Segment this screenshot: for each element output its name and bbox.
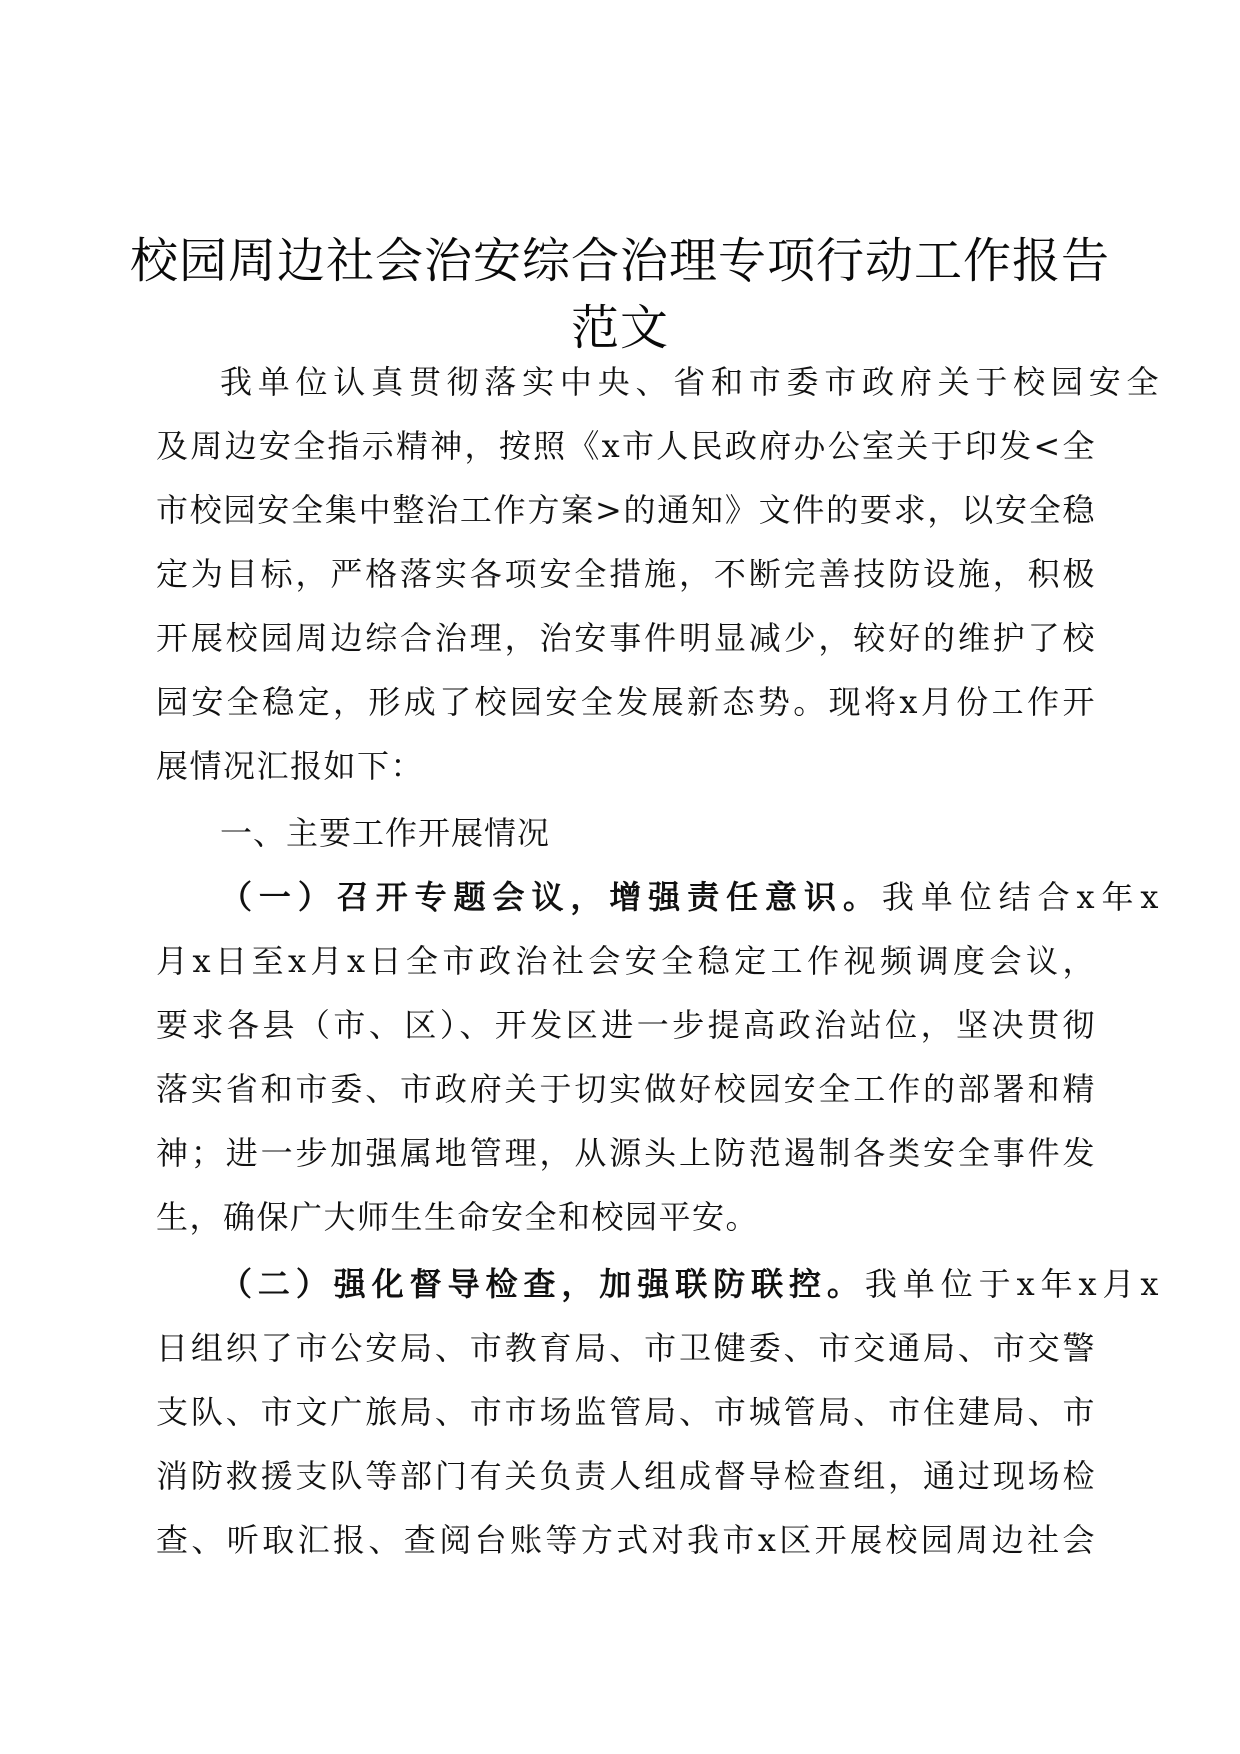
item-1-first-line [220, 876, 1160, 918]
item-1-line: 月x日至x月x日全市政治社会安全稳定工作视频调度会议， [156, 942, 1096, 980]
section-heading: 一、主要工作开展情况 [220, 814, 551, 852]
item-2-first-text: 我单位于x年x月x [864, 1265, 1160, 1303]
item-1-heading: （一）召开专题会议，增强责任意识。 [220, 878, 882, 916]
item-1-first-text: 我单位结合x年x [881, 878, 1160, 916]
item-2-line: 消防救援支队等部门有关负责人组成督导检查组，通过现场检 [156, 1457, 1096, 1495]
document-title-line-2: 范文 [570, 300, 669, 356]
item-2-line: 支队、市文广旅局、市市场监管局、市城管局、市住建局、市 [156, 1393, 1096, 1431]
item-1-line: 要求各县（市、区）、开发区进一步提高政治站位，坚决贯彻 [156, 1006, 1096, 1044]
intro-line: 展情况汇报如下： [156, 747, 425, 785]
item-2-heading: （二）强化督导检查，加强联防联控。 [220, 1265, 865, 1303]
document-title-line-1: 校园周边社会治安综合治理专项行动工作报告 [129, 233, 1110, 289]
intro-line: 市校园安全集中整治工作方案>的通知》文件的要求，以安全稳 [156, 491, 1096, 529]
item-1-line: 神；进一步加强属地管理，从源头上防范遏制各类安全事件发 [156, 1134, 1096, 1172]
intro-line: 开展校园周边综合治理，治安事件明显减少，较好的维护了校 [156, 619, 1096, 657]
item-2-line: 查、听取汇报、查阅台账等方式对我市x区开展校园周边社会 [156, 1521, 1096, 1559]
intro-line: 园安全稳定，形成了校园安全发展新态势。现将x月份工作开 [156, 683, 1096, 721]
item-2-line: 日组织了市公安局、市教育局、市卫健委、市交通局、市交警 [156, 1329, 1096, 1367]
intro-line: 定为目标，严格落实各项安全措施，不断完善技防设施，积极 [156, 555, 1096, 593]
item-1-line: 落实省和市委、市政府关于切实做好校园安全工作的部署和精 [156, 1070, 1096, 1108]
intro-line: 及周边安全指示精神，按照《x市人民政府办公室关于印发<全 [156, 427, 1096, 465]
item-1-line: 生，确保广大师生生命安全和校园平安。 [156, 1198, 760, 1236]
intro-line: 我单位认真贯彻落实中央、省和市委市政府关于校园安全 [220, 363, 1160, 401]
item-2-first-line [220, 1263, 1160, 1305]
